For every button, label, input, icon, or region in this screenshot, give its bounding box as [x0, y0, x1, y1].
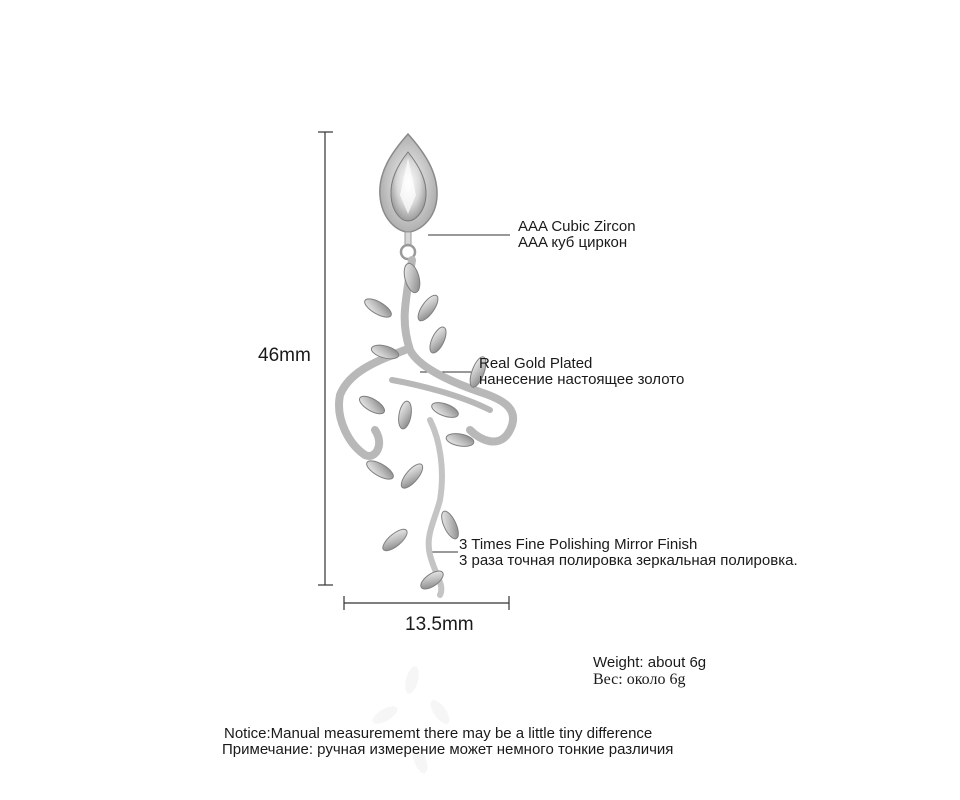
width-dimension-line [344, 596, 509, 610]
connector-link [401, 232, 415, 259]
zircon-label-ru: AAA куб циркон [518, 234, 628, 251]
gold-label-ru: нанесение настоящее золото [479, 371, 685, 388]
gold-label-en: Real Gold Plated [479, 355, 593, 372]
callout-leader-lines [420, 235, 510, 552]
width-dimension-label: 13.5mm [405, 614, 474, 635]
polish-label-ru: 3 раза точная полировка зеркальная полировка. [459, 552, 798, 569]
polish-label-en: 3 Times Fine Polishing Mirror Finish [459, 536, 698, 553]
zircon-label-en: AAA Cubic Zircon [518, 218, 636, 235]
weight-label-ru: Вес: около 6g [593, 671, 686, 688]
height-dimension-label: 46mm [258, 345, 311, 366]
teardrop-stud [380, 134, 437, 232]
earring-reflection [370, 665, 453, 775]
weight-label-en: Weight: about 6g [593, 654, 707, 671]
notice-en: Notice:Manual measurememt there may be a little tiny difference [224, 725, 653, 742]
height-dimension-line [318, 132, 333, 585]
notice-ru: Примечание: ручная измерение может немного тонкие различия [222, 741, 674, 758]
